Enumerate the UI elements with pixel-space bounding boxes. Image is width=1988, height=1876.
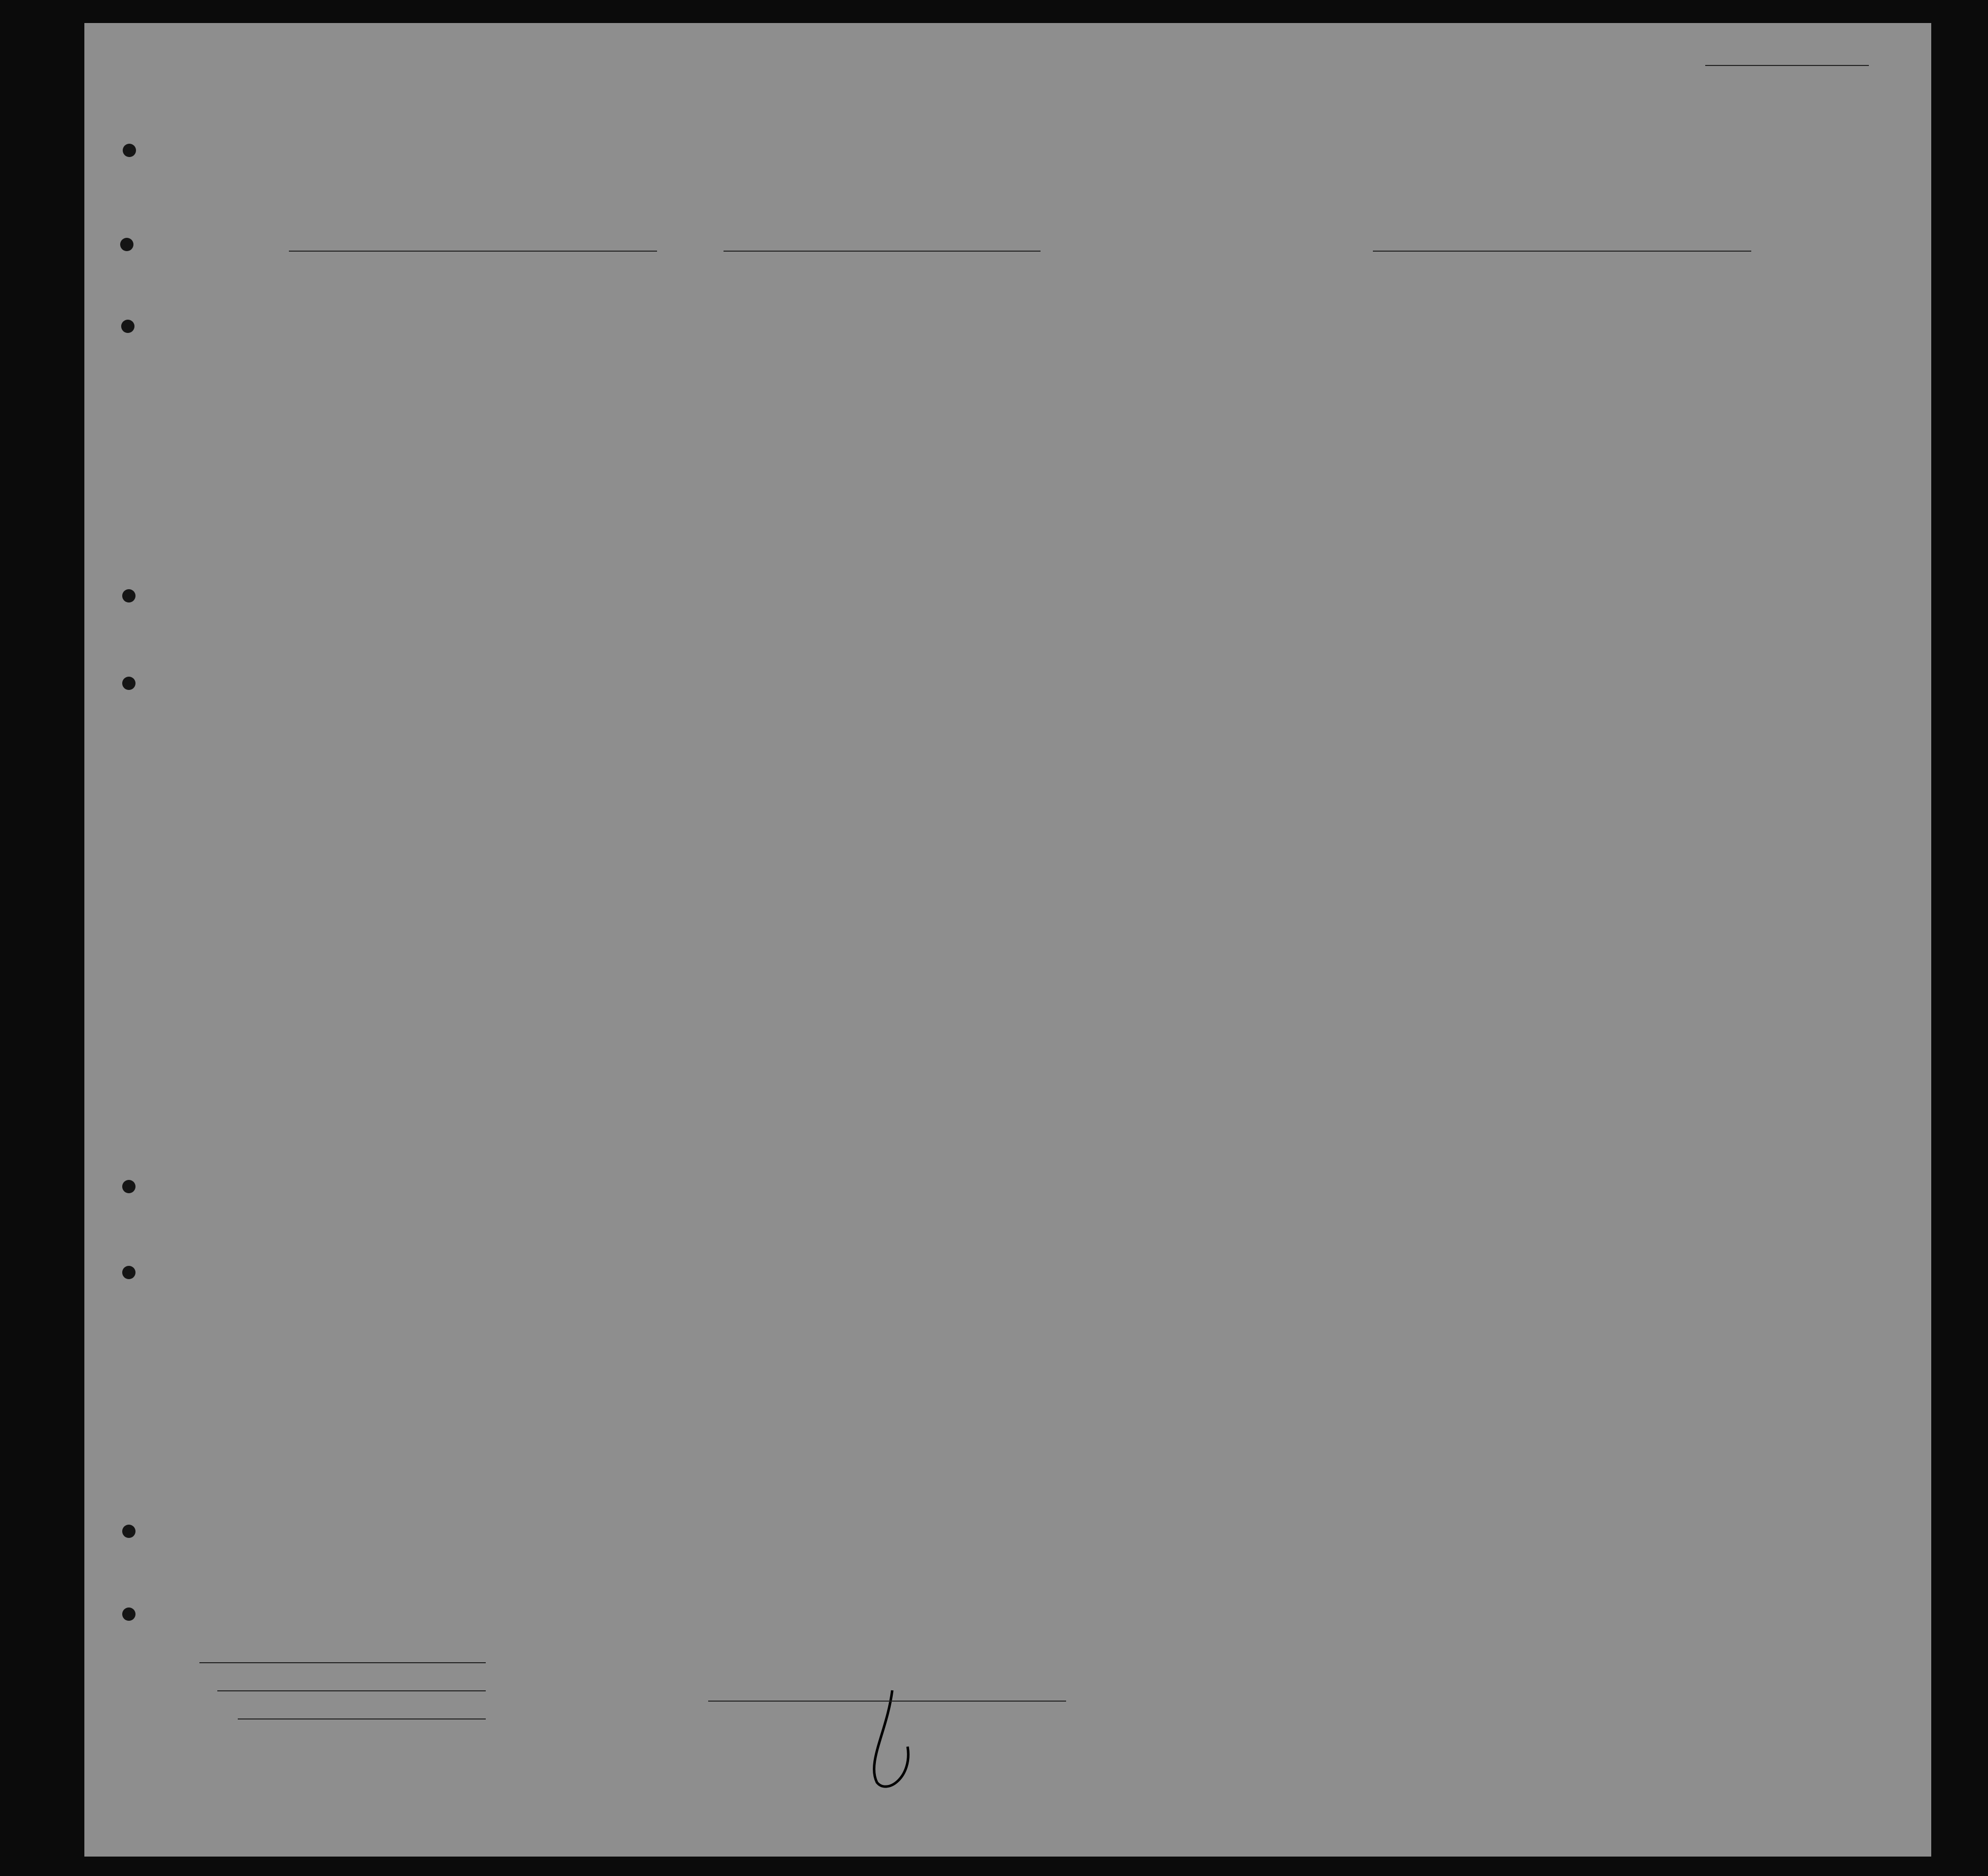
ruled-grid [84,23,1931,1857]
agents-underline [238,1718,486,1719]
from-underline [1373,251,1751,252]
binder-hole [122,1266,135,1279]
owners-underline [217,1690,486,1691]
binder-hole [121,320,134,333]
manifest-sheet [84,23,1931,1857]
signature-flourish [851,1685,954,1798]
binder-hole [120,238,133,251]
vessel-underline [289,251,657,252]
binder-hole [122,1607,135,1621]
binder-hole [122,677,135,690]
sheet-label-underline [1705,65,1869,66]
binder-hole [123,144,136,157]
binder-hole [122,589,135,602]
binder-hole [122,1180,135,1193]
inspector-underline [708,1701,1066,1702]
line-underline [199,1662,486,1663]
arriving-underline [724,251,1041,252]
binder-hole [122,1525,135,1538]
